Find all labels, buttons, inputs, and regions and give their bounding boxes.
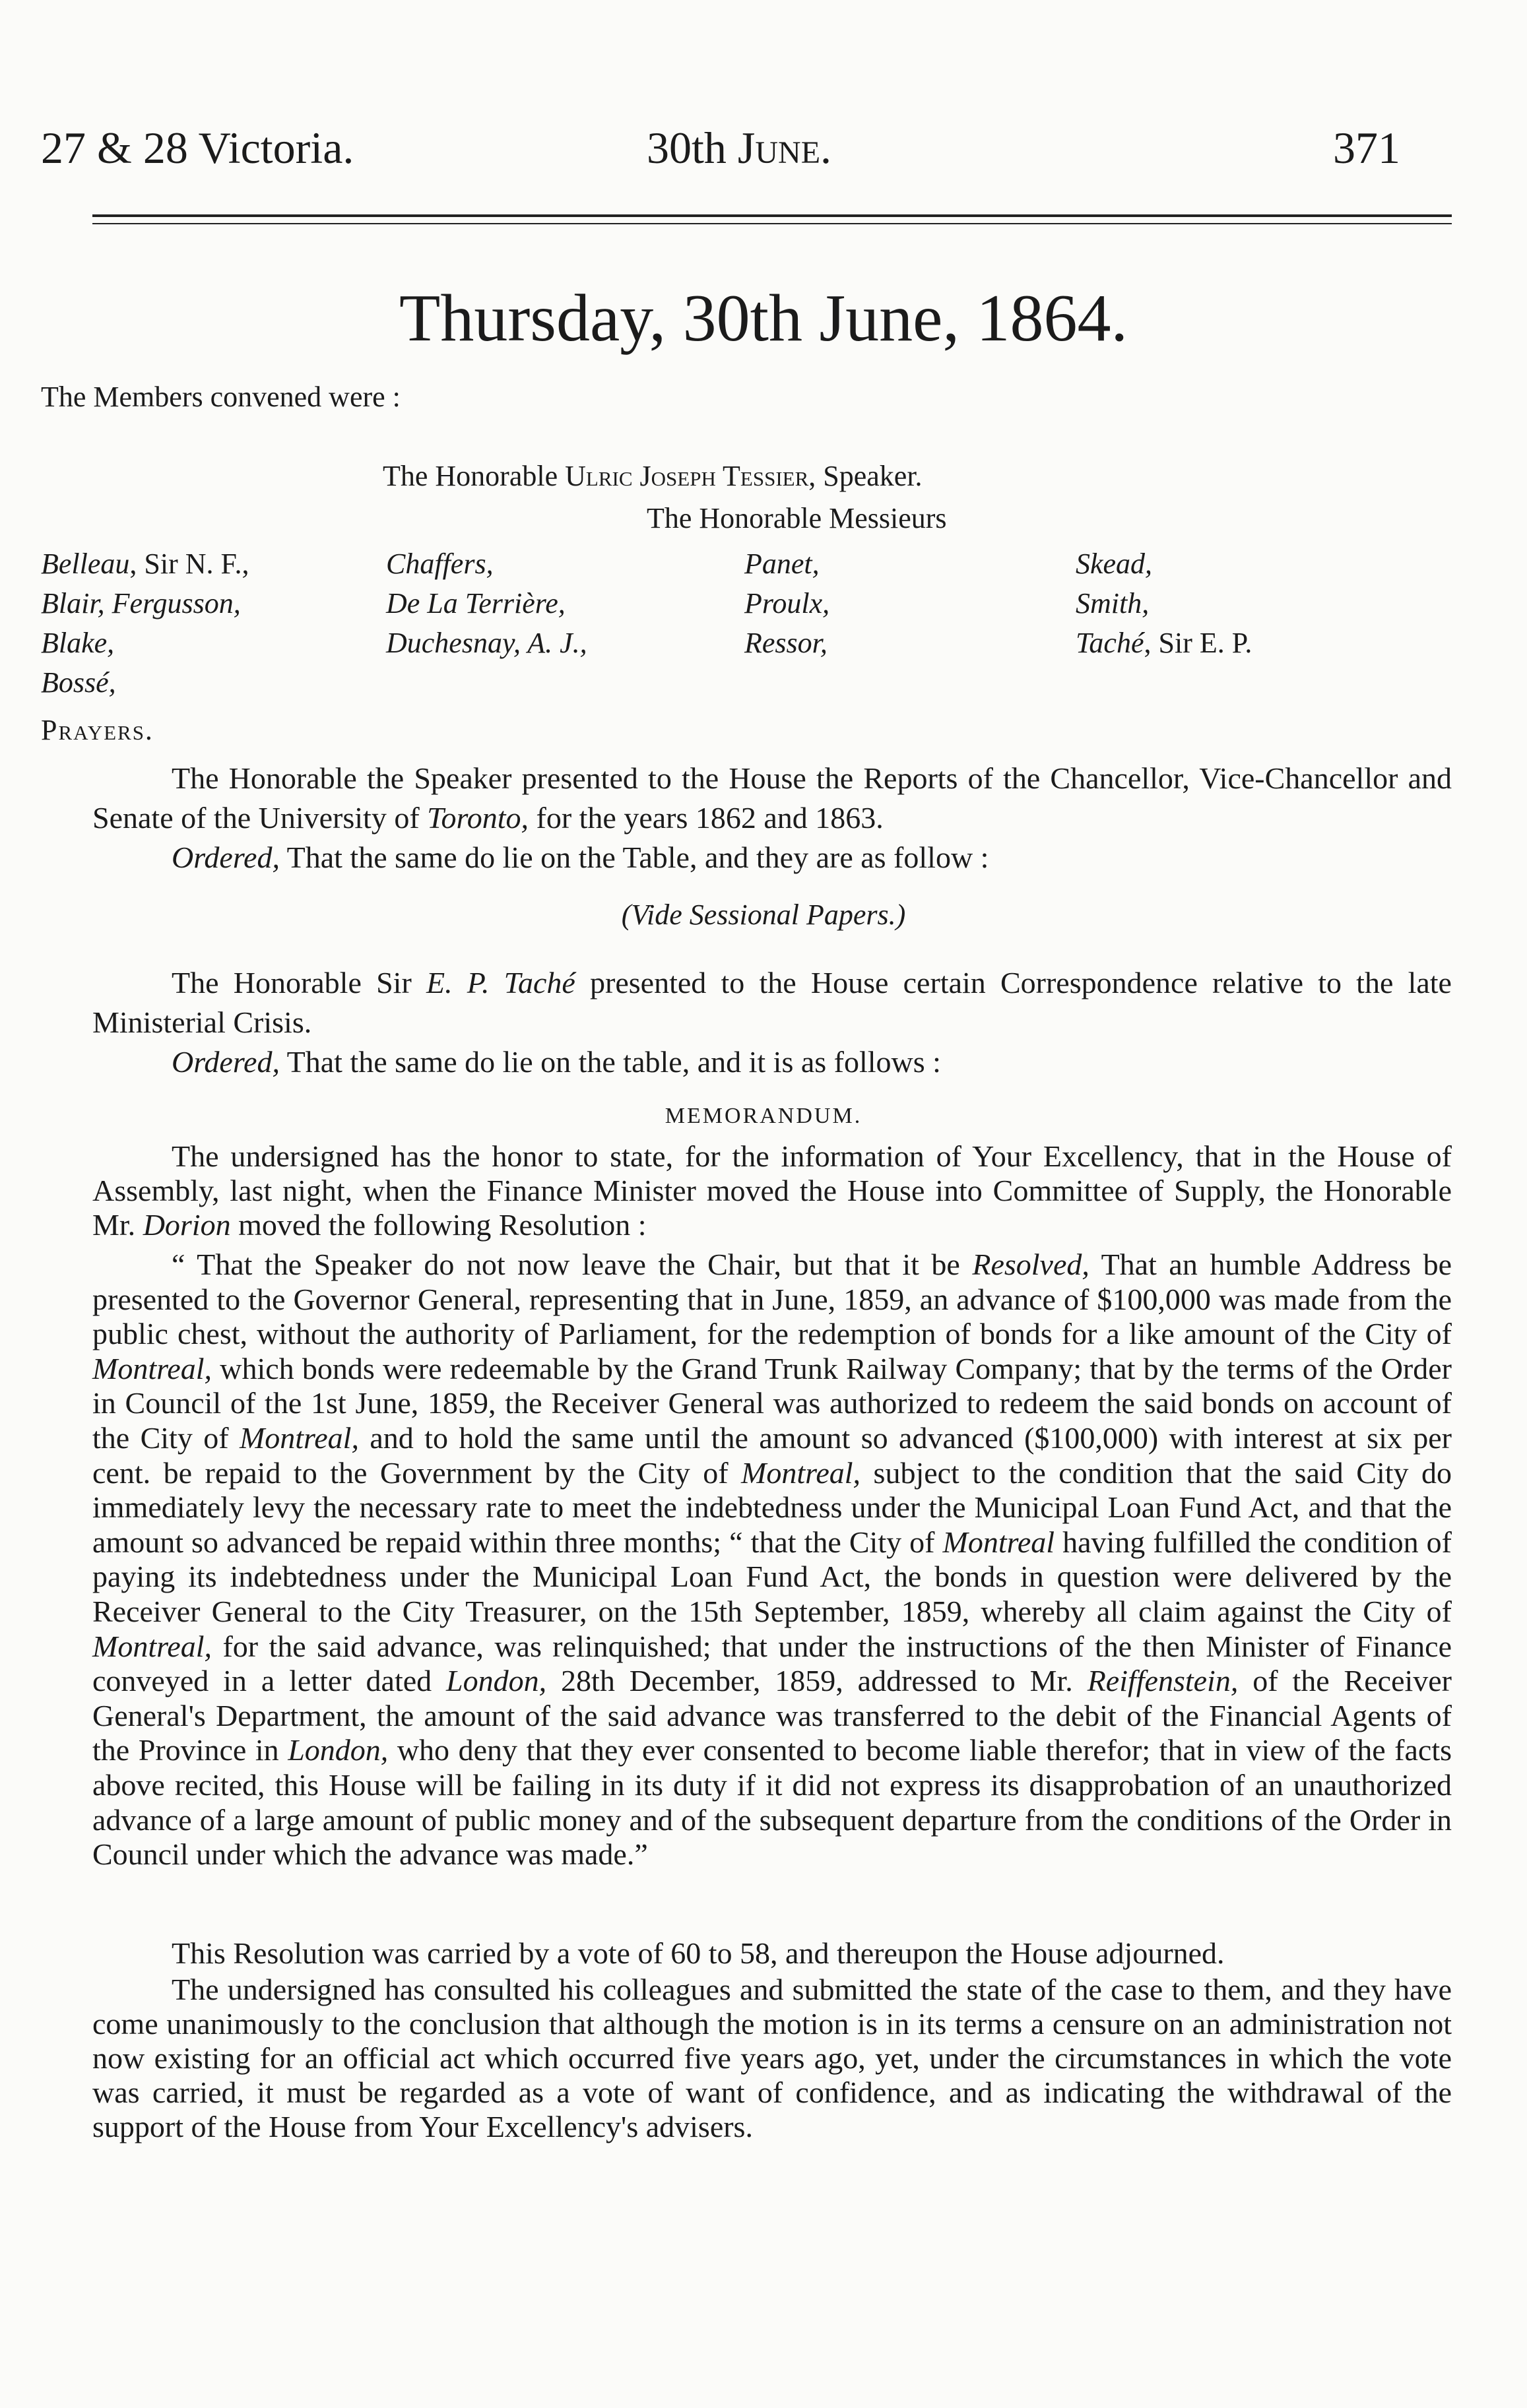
- member-name: Proulx,: [744, 587, 830, 619]
- paragraph-correspondence: The Honorable Sir E. P. Taché presented to the House certain Correspondence relative to the late Ministerial Crisis.: [92, 966, 1452, 1039]
- members-column-2: [386, 544, 587, 663]
- header-month: June.: [737, 123, 832, 173]
- members-column-4: [1076, 544, 1252, 663]
- member-name: Duchesnay, A. J.,: [386, 627, 587, 659]
- running-header-session: 27 & 28 Victoria.: [41, 123, 354, 173]
- speaker-name: Ulric Joseph Tessier: [565, 460, 809, 492]
- paragraph-reports: The Honorable the Speaker presented to the House the Reports of the Chancellor, Vice-Chancellor and Senate of the University of Toronto, for the years 1862 and 1863.: [92, 761, 1452, 835]
- messieurs-label: The Honorable Messieurs: [647, 502, 947, 534]
- member-name: De La Terrière,: [386, 587, 566, 619]
- member-name: Ressor,: [744, 627, 828, 659]
- header-rule-thin: [92, 223, 1452, 224]
- memorandum-heading: MEMORANDUM.: [665, 1104, 862, 1128]
- vide-sessional-papers: (Vide Sessional Papers.): [621, 899, 906, 931]
- member-name: Skead,: [1076, 548, 1153, 580]
- member-name: Belleau, Sir N. F.,: [41, 548, 249, 580]
- members-column-1: [41, 544, 249, 703]
- member-name: Blake,: [41, 627, 115, 659]
- paragraph-conclusion: The undersigned has consulted his colleagues and submitted the state of the case to them, and they have come unanimously to the conclusion that although the motion is in its terms a censure on an administration not now existing for an official act which occurred five years ago, yet, under the circumstances in which the vote was carried, it must be regarded as a vote of want of confidence, and as indicating the withdrawal of the support of the House from Your Excellency's advisers.: [92, 1973, 1452, 2143]
- member-name: Smith,: [1076, 587, 1150, 619]
- paragraph-ordered-follows: Ordered, That the same do lie on the table, and it is as follows :: [172, 1045, 941, 1079]
- running-header-date: [647, 123, 832, 173]
- member-name: Blair, Fergusson,: [41, 587, 241, 619]
- members-convened-label: The Members convened were :: [41, 381, 401, 413]
- paragraph-memorandum-intro: The undersigned has the honor to state, for the information of Your Excellency, that in the House of Assembly, last night, when the Finance Minister moved the House into Committee of Supply, the Honorable Mr. Dorion moved the following Resolution :: [92, 1139, 1452, 1242]
- speaker-suffix: , Speaker.: [808, 460, 923, 492]
- speaker-line: [383, 462, 923, 491]
- member-name: Panet,: [744, 548, 820, 580]
- member-name: Taché, Sir E. P.: [1076, 627, 1252, 659]
- members-column-3: [744, 544, 829, 663]
- speaker-prefix: The Honorable: [383, 460, 558, 492]
- member-name: Bossé,: [41, 666, 116, 699]
- header-date-number: 30th: [647, 123, 727, 173]
- paragraph-ordered-table: Ordered, That the same do lie on the Table, and they are as follow :: [172, 840, 989, 874]
- page-number: 371: [1333, 123, 1400, 173]
- page-title: Thursday, 30th June, 1864.: [399, 281, 1128, 356]
- paragraph-vote-result: This Resolution was carried by a vote of 60 to 58, and thereupon the House adjourned.: [172, 1936, 1225, 1970]
- paragraph-resolution: “ That the Speaker do not now leave the Chair, but that it be Resolved, That an humble Address be presented to the Governor General, representing that in June, 1859, an advance of $100,000 was made from the public chest, without the authority of Parliament, for the redemption of bonds for a like amount of the City of Montreal, which bonds were redeemable by the Grand Trunk Railway Company; that by the terms of the Order in Council of the 1st June, 1859, the Receiver General was authorized to redeem the said bonds on account of the City of Montreal, and to hold the same until the amount so advanced ($100,000) with interest at six per cent. be repaid to the Government by the City of Montreal, subject to the condition that the said City do immediately levy the necessary rate to meet the indebtedness under the Municipal Loan Fund Act, and that the amount so advanced be repaid within three months; “ that the City of Montreal having fulfilled the condition of paying its indebtedness under the Municipal Loan Fund Act, the bonds in question were delivered by the Receiver General to the City Treasurer, on the 15th September, 1859, whereby all claim against the City of Montreal, for the said advance, was relinquished; that under the instructions of the then Minister of Finance conveyed in a letter dated London, 28th December, 1859, addressed to Mr. Reiffenstein, of the Receiver General's Department, the amount of the said advance was transferred to the debit of the Financial Agents of the Province in London, who deny that they ever consented to become liable therefor; that in view of the facts above recited, this House will be failing in its duty if it did not express its disapprobation of an unauthorized advance of a large amount of public money and of the subsequent departure from the conditions of the Order in Council under which the advance was made.”: [92, 1248, 1452, 1872]
- prayers-heading: Prayers.: [41, 714, 154, 746]
- header-rule-thick: [92, 214, 1452, 217]
- member-name: Chaffers,: [386, 548, 494, 580]
